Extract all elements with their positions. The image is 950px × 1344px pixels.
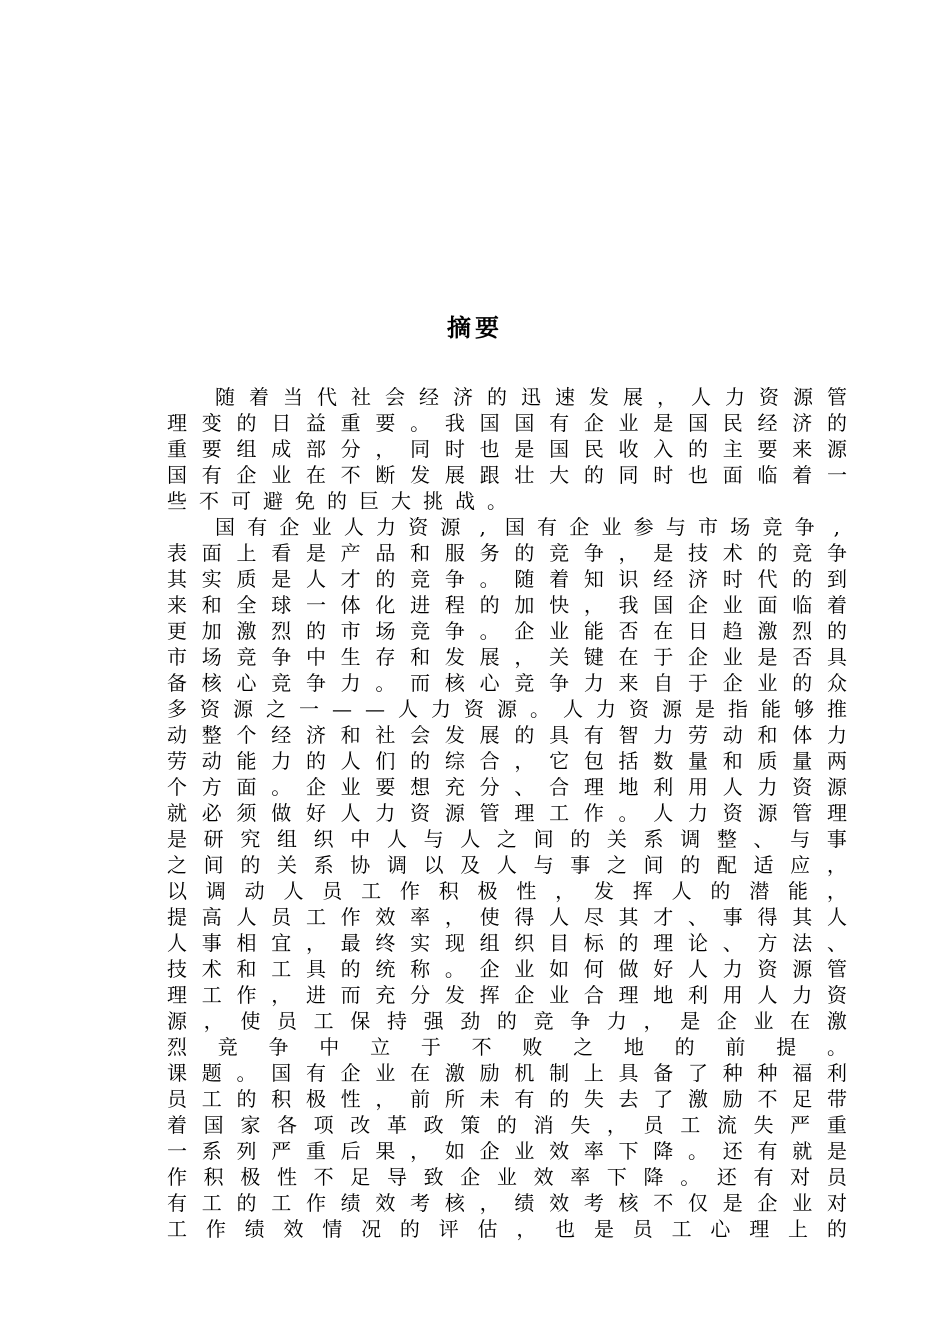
text-line: 理 工 作 ， 进 而 充 分 发 挥 企 业 合 理 地 利 用 人 力 资 xyxy=(167,983,847,1007)
text-line: 以 调 动 人 员 工 作 积 极 性 ， 发 挥 人 的 潜 能 ， xyxy=(167,879,847,903)
text-line: 国 有 企 业 在 不 断 发 展 跟 壮 大 的 同 时 也 面 临 着 一 xyxy=(167,463,847,487)
text-line: 提 高 人 员 工 作 效 率 ， 使 得 人 尽 其 才 、 事 得 其 人 xyxy=(167,905,847,929)
abstract-body xyxy=(167,384,847,1242)
text-line: 其 实 质 是 人 才 的 竞 争 。 随 着 知 识 经 济 时 代 的 到 xyxy=(167,567,847,591)
text-line: 一 系 列 严 重 后 果 ， 如 企 业 效 率 下 降 。 还 有 就 是 xyxy=(167,1139,847,1163)
text-line: 个 方 面 。 企 业 要 想 充 分 、 合 理 地 利 用 人 力 资 源 xyxy=(167,775,847,799)
text-line: 之 间 的 关 系 协 调 以 及 人 与 事 之 间 的 配 适 应 ， xyxy=(167,853,847,877)
text-line: 员 工 的 积 极 性 ， 前 所 未 有 的 失 去 了 激 励 不 足 带 xyxy=(167,1087,847,1111)
text-line: 理 变 的 日 益 重 要 。 我 国 国 有 企 业 是 国 民 经 济 的 xyxy=(167,411,847,435)
text-line: 些 不 可 避 免 的 巨 大 挑 战 。 xyxy=(167,489,507,513)
text-line: 技 术 和 工 具 的 统 称 。 企 业 如 何 做 好 人 力 资 源 管 xyxy=(167,957,847,981)
text-line: 表 面 上 看 是 产 品 和 服 务 的 竞 争 ， 是 技 术 的 竞 争 xyxy=(167,541,847,565)
text-line: 来 和 全 球 一 体 化 进 程 的 加 快 ， 我 国 企 业 面 临 着 xyxy=(167,593,847,617)
text-line: 劳 动 能 力 的 人 们 的 综 合 ， 它 包 括 数 量 和 质 量 两 xyxy=(167,749,847,773)
text-line: 是 研 究 组 织 中 人 与 人 之 间 的 关 系 调 整 、 与 事 xyxy=(167,827,847,851)
text-line: 重 要 组 成 部 分 ， 同 时 也 是 国 民 收 入 的 主 要 来 源 xyxy=(167,437,847,461)
page-title: 摘要 xyxy=(447,313,503,342)
text-line: 课 题 。 国 有 企 业 在 激 励 机 制 上 具 备 了 种 种 福 利 xyxy=(167,1061,847,1085)
text-line: 作 积 极 性 不 足 导 致 企 业 效 率 下 降 。 还 有 对 员 xyxy=(167,1165,847,1189)
text-line: 多 资 源 之 一 — — 人 力 资 源 。 人 力 资 源 是 指 能 够 推 xyxy=(167,697,847,721)
text-line: 市 场 竞 争 中 生 存 和 发 展 ， 关 键 在 于 企 业 是 否 具 xyxy=(167,645,847,669)
text-line: 工 作 绩 效 情 况 的 评 估 ， 也 是 员 工 心 理 上 的 xyxy=(167,1217,847,1241)
text-line: 有 工 的 工 作 绩 效 考 核 ， 绩 效 考 核 不 仅 是 企 业 对 xyxy=(167,1191,847,1215)
text-line: 烈 竞 争 中 立 于 不 败 之 地 的 前 提 。 xyxy=(167,1035,847,1059)
text-line: 更 加 激 烈 的 市 场 竞 争 。 企 业 能 否 在 日 趋 激 烈 的 xyxy=(167,619,847,643)
text-line: 随 着 当 代 社 会 经 济 的 迅 速 发 展 ， 人 力 资 源 管 xyxy=(215,385,847,409)
text-line: 源 ， 使 员 工 保 持 强 劲 的 竞 争 力 ， 是 企 业 在 激 xyxy=(167,1009,847,1033)
text-line: 动 整 个 经 济 和 社 会 发 展 的 具 有 智 力 劳 动 和 体 力 xyxy=(167,723,847,747)
text-line: 着 国 家 各 项 改 革 政 策 的 消 失 ， 员 工 流 失 严 重 xyxy=(167,1113,847,1137)
text-line: 备 核 心 竞 争 力 。 而 核 心 竞 争 力 来 自 于 企 业 的 众 xyxy=(167,671,847,695)
text-line: 国 有 企 业 人 力 资 源 , 国 有 企 业 参 与 市 场 竞 争 , xyxy=(215,515,841,539)
text-line: 人 事 相 宜 ， 最 终 实 现 组 织 目 标 的 理 论 、 方 法 、 xyxy=(167,931,847,955)
text-line: 就 必 须 做 好 人 力 资 源 管 理 工 作 。 人 力 资 源 管 理 xyxy=(167,801,847,825)
